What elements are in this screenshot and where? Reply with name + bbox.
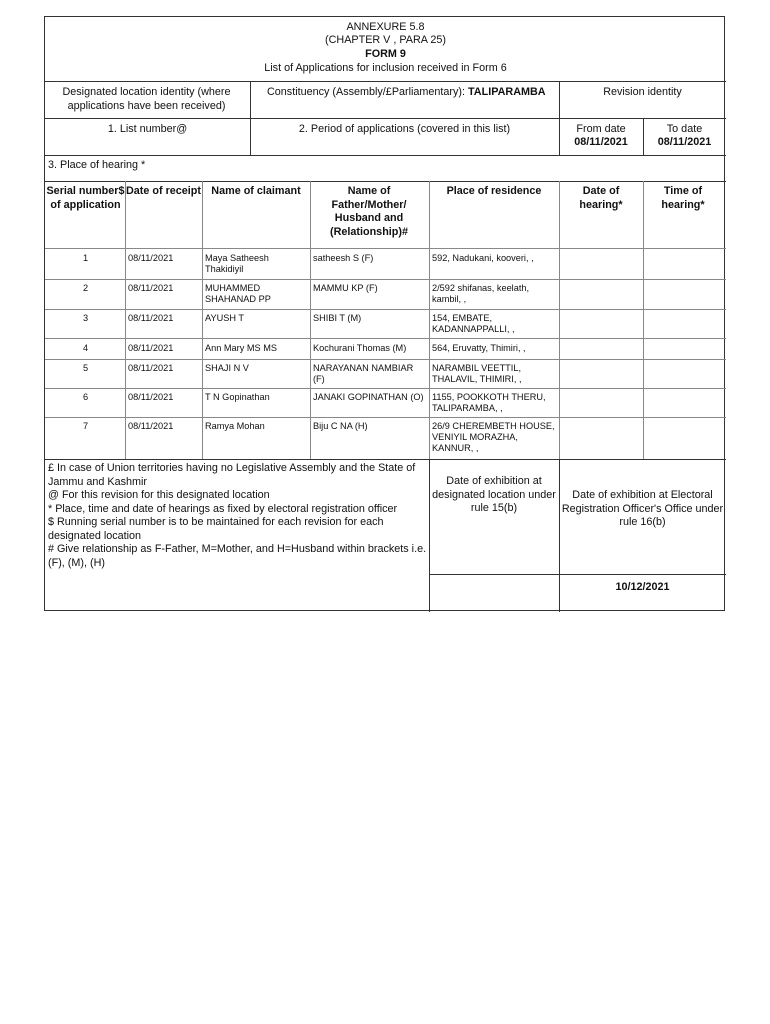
row-5-relation: NARAYANAN NAMBIAR (F) — [313, 363, 414, 384]
form-subtitle: List of Applications for inclusion received in Form 6 — [264, 62, 507, 74]
row-1-date: 08/11/2021 — [128, 253, 174, 263]
row-6-date: 08/11/2021 — [128, 392, 174, 402]
exhibition-designated-label: Date of exhibition at designated location under rule 15(b) — [432, 475, 556, 514]
row-sep-6 — [45, 417, 726, 418]
to-date-value: 08/11/2021 — [657, 136, 712, 148]
row-6-residence: 1155, POOKKOTH THERU, TALIPARAMBA, , — [432, 392, 546, 413]
row-2-relation: MAMMU KP (F) — [313, 283, 378, 293]
exhibition-ero-label: Date of exhibition at Electoral Registration Officer's Office under rule 16(b) — [561, 489, 724, 528]
row-sep-2 — [45, 309, 726, 310]
header-serial: Serial number$ of application — [46, 185, 125, 211]
footnotes: £ In case of Union territories having no Legislative Assembly and the State of Jammu and Kashmir @ For this revision for this designated location * Place, time and date of hearings as fixed by electoral registration officer $ Running serial number is to be maintained for each revision for each designated location # Give relationship as F-Father, M=Mother, and H=Husband within brackets i.e. (F), (M), (H) — [48, 462, 427, 569]
row-1-serial: 1 — [82, 253, 89, 263]
annexure-title: ANNEXURE 5.8 — [346, 21, 425, 33]
form-number: FORM 9 — [365, 48, 406, 60]
exhibition-ero-date: 10/12/2021 — [615, 581, 670, 593]
constituency-field — [267, 86, 567, 100]
row-6-relation: JANAKI GOPINATHAN (O) — [313, 392, 424, 402]
form-9-document — [44, 16, 725, 611]
from-date-label: From date — [576, 123, 626, 135]
row-2-date: 08/11/2021 — [128, 283, 174, 293]
list-number-label: 1. List number@ — [107, 123, 188, 135]
row-4-date: 08/11/2021 — [128, 343, 174, 353]
row-sep-header — [45, 248, 726, 249]
row-5-date: 08/11/2021 — [128, 363, 174, 373]
to-date-label: To date — [666, 123, 703, 135]
row-sep-3 — [45, 338, 726, 339]
period-label: 2. Period of applications (covered in this list) — [298, 123, 511, 135]
row-7-residence: 26/9 CHEREMBETH HOUSE, VENIYIL MORAZHA, KANNUR, , — [432, 421, 555, 453]
row-5-claimant: SHAJI N V — [205, 363, 249, 373]
rule-below-title — [45, 81, 726, 82]
row-2-claimant: MUHAMMED SHAHANAD PP — [205, 283, 271, 304]
chapter-reference: (CHAPTER V , PARA 25) — [325, 34, 446, 46]
row-3-date: 08/11/2021 — [128, 313, 174, 323]
row-1-residence: 592, Nadukani, kooveri, , — [432, 253, 534, 263]
row-4-claimant: Ann Mary MS MS — [205, 343, 277, 353]
row-7-date: 08/11/2021 — [128, 421, 174, 431]
row-3-relation: SHIBI T (M) — [313, 313, 362, 323]
row-3-serial: 3 — [82, 313, 89, 323]
row-5-serial: 5 — [82, 363, 89, 373]
row-7-serial: 7 — [82, 421, 89, 431]
row-7-relation: Biju C NA (H) — [313, 421, 368, 431]
row-5-residence: NARAMBIL VEETTIL, THALAVIL, THIMIRI, , — [432, 363, 522, 384]
rule-below-info — [45, 118, 726, 119]
row-4-serial: 4 — [82, 343, 89, 353]
place-of-hearing-label: 3. Place of hearing * — [48, 159, 146, 171]
row-1-relation: satheesh S (F) — [313, 253, 374, 263]
row-3-claimant: AYUSH T — [205, 313, 244, 323]
rule-below-table — [45, 459, 726, 460]
designated-location-label: Designated location identity (where applications have been received) — [62, 86, 231, 112]
row-1-claimant: Maya Satheesh Thakidiyil — [205, 253, 269, 274]
rule-below-period — [45, 155, 726, 156]
row-sep-5 — [45, 388, 726, 389]
row-sep-1 — [45, 279, 726, 280]
row-3-residence: 154, EMBATE, KADANNAPPALLI, , — [432, 313, 515, 334]
row-2-serial: 2 — [82, 283, 89, 293]
header-claimant: Name of claimant — [211, 185, 301, 197]
header-date-receipt: Date of receipt — [126, 185, 201, 197]
row-2-residence: 2/592 shifanas, keelath, kambil, , — [432, 283, 530, 304]
row-6-serial: 6 — [82, 392, 89, 402]
header-residence: Place of residence — [446, 185, 542, 197]
row-7-claimant: Ramya Mohan — [205, 421, 265, 431]
row-sep-4 — [45, 359, 726, 360]
header-date-hearing: Date of hearing* — [579, 185, 623, 211]
from-date-value: 08/11/2021 — [574, 136, 628, 148]
rule-above-table — [45, 181, 726, 182]
header-time-hearing: Time of hearing* — [661, 185, 705, 211]
row-6-claimant: T N Gopinathan — [205, 392, 270, 402]
row-4-residence: 564, Eruvatty, Thimiri, , — [432, 343, 526, 353]
row-4-relation: Kochurani Thomas (M) — [313, 343, 407, 353]
constituency-value: TALIPARAMBA — [468, 86, 546, 98]
revision-identity-label: Revision identity — [603, 86, 682, 98]
header-relation: Name of Father/Mother/ Husband and (Relationship)# — [330, 185, 408, 238]
constituency-label: Constituency (Assembly/£Parliamentary): — [267, 86, 466, 98]
rule-exhibition-date — [429, 574, 726, 575]
